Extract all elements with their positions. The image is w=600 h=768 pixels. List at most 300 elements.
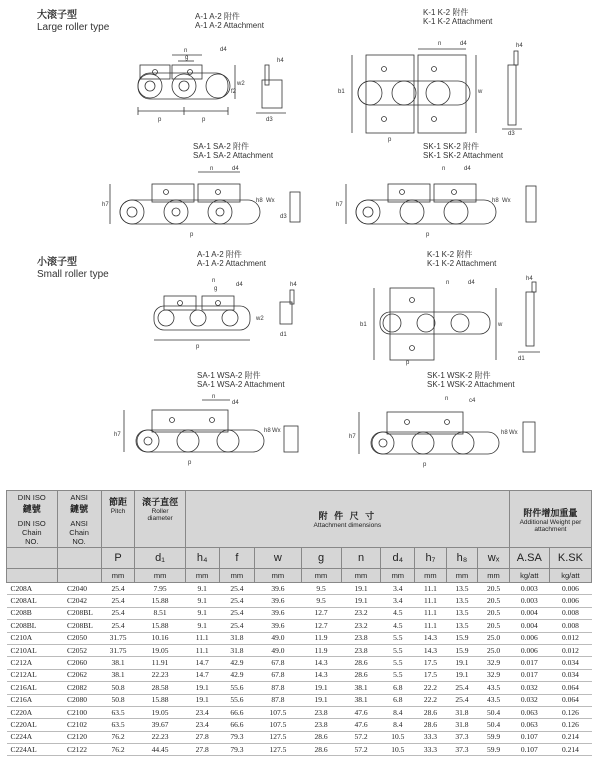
table-cell: 0.004 <box>509 607 549 619</box>
dim-label-p: p <box>196 344 200 350</box>
table-cell: 15.88 <box>135 620 186 632</box>
table-cell: 7.95 <box>135 583 186 595</box>
table-cell: 23.2 <box>341 620 381 632</box>
table-cell: 107.5 <box>255 719 301 731</box>
table-cell: 42.9 <box>219 669 255 681</box>
table-cell: 0.214 <box>549 731 591 743</box>
table-cell: C224AL <box>7 744 58 756</box>
header-text: ANSI <box>70 492 88 502</box>
table-cell: 63.5 <box>101 719 135 731</box>
table-cell: 5.5 <box>381 632 415 644</box>
header-weight <box>509 491 591 548</box>
table-cell: 19.1 <box>446 669 478 681</box>
dim-label-h7: h7 <box>102 202 109 208</box>
table-cell: 50.4 <box>478 719 510 731</box>
caption-line: K-1 K-2 Attachment <box>427 259 497 268</box>
caption-line: SA-1 SA-2 附件 <box>193 142 250 151</box>
table-cell: 47.6 <box>341 706 381 718</box>
dim-label-n: n <box>438 41 442 47</box>
unit-cell: mm <box>381 569 415 583</box>
symbol-cell: h₄ <box>185 548 219 569</box>
caption-line: K-1 K-2 Attachment <box>423 17 493 26</box>
table-row <box>7 583 592 595</box>
symbol-cell: wₓ <box>478 548 510 569</box>
header-text: diameter <box>147 515 173 522</box>
header-roller <box>135 491 186 548</box>
unit-cell: mm <box>341 569 381 583</box>
table-row <box>7 694 592 706</box>
table-cell: 22.23 <box>135 731 186 743</box>
table-row <box>7 669 592 681</box>
table-cell: 23.8 <box>301 706 341 718</box>
table-cell: 11.1 <box>415 595 447 607</box>
caption-k1-small <box>427 250 496 268</box>
table-cell: C220AL <box>7 719 58 731</box>
table-row <box>7 595 592 607</box>
table-cell: C2060 <box>57 657 101 669</box>
header-text: Attachment dimensions <box>313 522 382 529</box>
table-cell: 23.8 <box>341 644 381 656</box>
table-cell: 13.5 <box>446 620 478 632</box>
table-cell: 39.67 <box>135 719 186 731</box>
table-cell: 0.003 <box>509 583 549 595</box>
table-cell: 25.4 <box>101 620 135 632</box>
table-cell: 38.1 <box>341 682 381 694</box>
header-text: ANSI <box>70 518 88 528</box>
dim-label-w2: w2 <box>237 81 245 87</box>
header-text: 鏈號 <box>70 503 89 514</box>
table-cell: 0.006 <box>509 644 549 656</box>
table-cell: 19.1 <box>185 682 219 694</box>
table-cell: 47.6 <box>341 719 381 731</box>
table-cell: 15.9 <box>446 632 478 644</box>
dim-label-n: n <box>212 278 216 284</box>
table-cell: 25.4 <box>101 607 135 619</box>
table-cell: 14.3 <box>301 657 341 669</box>
table-cell: 28.6 <box>341 669 381 681</box>
dim-label-h8: h8 <box>256 198 263 204</box>
table-cell: 9.1 <box>185 583 219 595</box>
dim-label-d4: d4 <box>232 400 239 406</box>
table-cell: 76.2 <box>101 731 135 743</box>
header-text: Pitch <box>110 508 126 515</box>
caption-line: SK-1 WSK-2 附件 <box>427 371 491 380</box>
header-text: 滚子直徑 <box>142 497 179 507</box>
dim-label-wx: Wx <box>272 428 281 434</box>
table-cell: C208BL <box>7 620 58 632</box>
symbol-row <box>7 548 592 569</box>
table-cell: 19.05 <box>135 706 186 718</box>
table-cell: 31.75 <box>101 632 135 644</box>
table-cell: 9.5 <box>301 583 341 595</box>
table-row <box>7 620 592 632</box>
table-cell: 0.034 <box>549 669 591 681</box>
table-cell: C2040 <box>57 583 101 595</box>
dim-label-d4: d4 <box>220 47 227 53</box>
symbol-cell: n <box>341 548 381 569</box>
table-cell: 37.3 <box>446 744 478 756</box>
table-cell: 15.88 <box>135 595 186 607</box>
table-cell: 0.064 <box>549 682 591 694</box>
table-cell: 0.064 <box>549 694 591 706</box>
caption-line: SK-1 WSK-2 Attachment <box>427 380 515 389</box>
header-text: 節距 <box>109 497 128 507</box>
dim-label-d1: d1 <box>518 356 525 362</box>
table-cell: C2102 <box>57 719 101 731</box>
dim-label-h7: h7 <box>336 202 343 208</box>
table-cell: 5.5 <box>381 657 415 669</box>
unit-cell: mm <box>219 569 255 583</box>
table-cell: 9.1 <box>185 607 219 619</box>
table-cell: 38.1 <box>341 694 381 706</box>
caption-sa1 <box>193 142 273 160</box>
table-cell: 19.1 <box>341 595 381 607</box>
table-cell: 38.1 <box>101 669 135 681</box>
table-cell: 31.8 <box>446 706 478 718</box>
dim-label-d3: d3 <box>266 117 273 123</box>
caption-a1-large <box>195 12 264 30</box>
table-row <box>7 632 592 644</box>
table-cell: 63.5 <box>101 706 135 718</box>
table-cell: 0.006 <box>549 583 591 595</box>
dim-label-d4: d4 <box>464 166 471 172</box>
table-cell: 25.4 <box>446 694 478 706</box>
dim-label-p: p <box>426 232 430 238</box>
dim-label-n: n <box>210 166 214 172</box>
table-row <box>7 682 592 694</box>
header-text: DIN ISO <box>17 492 46 502</box>
table-cell: 39.6 <box>255 620 301 632</box>
table-cell: 0.012 <box>549 632 591 644</box>
table-cell: 27.8 <box>185 744 219 756</box>
table-cell: 10.16 <box>135 632 186 644</box>
symbol-cell: w <box>255 548 301 569</box>
table-cell: 0.032 <box>509 682 549 694</box>
unit-cell: kg/att <box>509 569 549 583</box>
unit-cell: mm <box>135 569 186 583</box>
table-cell: 66.6 <box>219 706 255 718</box>
table-cell: 33.3 <box>415 744 447 756</box>
symbol-cell: A.SA <box>509 548 549 569</box>
header-text: NO. <box>72 536 86 546</box>
spec-table <box>6 490 592 756</box>
section-title-small-cn: 小滚子型 <box>37 257 77 268</box>
table-cell: 14.7 <box>185 669 219 681</box>
table-cell: 12.7 <box>301 620 341 632</box>
table-cell: 20.5 <box>478 607 510 619</box>
table-cell: 0.126 <box>549 719 591 731</box>
dim-label-h4: h4 <box>277 58 284 64</box>
table-cell: 9.1 <box>185 595 219 607</box>
table-cell: 57.2 <box>341 744 381 756</box>
table-cell: 79.3 <box>219 731 255 743</box>
table-cell: 11.1 <box>185 632 219 644</box>
table-cell: 23.4 <box>185 719 219 731</box>
table-cell: 9.5 <box>301 595 341 607</box>
header-text: DIN ISO <box>17 518 46 528</box>
unit-cell: mm <box>255 569 301 583</box>
caption-line: SA-1 WSA-2 Attachment <box>197 380 285 389</box>
table-cell: 23.2 <box>341 607 381 619</box>
table-cell: 20.5 <box>478 620 510 632</box>
section-title-small <box>37 257 109 281</box>
caption-wsa <box>197 371 285 389</box>
table-cell: 20.5 <box>478 583 510 595</box>
header-din <box>7 491 58 548</box>
table-cell: 11.91 <box>135 657 186 669</box>
header-text: Chain <box>21 527 42 537</box>
table-cell: 76.2 <box>101 744 135 756</box>
table-cell: 57.2 <box>341 731 381 743</box>
table-row <box>7 744 592 756</box>
table-cell: C216A <box>7 694 58 706</box>
table-cell: 11.1 <box>415 620 447 632</box>
table-cell: C208A <box>7 583 58 595</box>
table-cell: 14.3 <box>415 644 447 656</box>
table-cell: 10.5 <box>381 744 415 756</box>
section-title-large-cn: 大滚子型 <box>37 10 77 21</box>
table-cell: 39.6 <box>255 583 301 595</box>
table-cell: C2080 <box>57 694 101 706</box>
dim-label-n: n <box>445 396 449 402</box>
symbol-cell-empty <box>7 548 58 569</box>
dim-label-p: p <box>388 137 392 143</box>
caption-line: K-1 K-2 附件 <box>423 8 469 17</box>
table-cell: 67.8 <box>255 657 301 669</box>
symbol-cell: f <box>219 548 255 569</box>
table-cell: C2052 <box>57 644 101 656</box>
spec-table-body <box>7 583 592 756</box>
table-cell: 17.5 <box>415 669 447 681</box>
table-cell: 23.8 <box>341 632 381 644</box>
table-row <box>7 719 592 731</box>
table-cell: 8.51 <box>135 607 186 619</box>
table-cell: 14.7 <box>185 657 219 669</box>
table-cell: 22.2 <box>415 694 447 706</box>
table-cell: C212A <box>7 657 58 669</box>
dim-label-n: n <box>442 166 446 172</box>
table-cell: 31.8 <box>219 644 255 656</box>
table-cell: 11.1 <box>185 644 219 656</box>
dim-label-n: n <box>184 48 188 54</box>
dim-label-p: p <box>188 460 192 466</box>
table-cell: 11.9 <box>301 644 341 656</box>
table-cell: C210A <box>7 632 58 644</box>
table-cell: C224A <box>7 731 58 743</box>
table-cell: 28.6 <box>301 731 341 743</box>
dim-label-h4: h4 <box>516 43 523 49</box>
table-cell: 25.4 <box>219 607 255 619</box>
header-pitch <box>101 491 135 548</box>
symbol-cell-empty <box>57 548 101 569</box>
table-cell: 25.4 <box>446 682 478 694</box>
table-cell: 42.9 <box>219 657 255 669</box>
unit-cell-empty <box>7 569 58 583</box>
dim-label-d1: d1 <box>280 332 287 338</box>
header-text: Additional Weight per attachment <box>519 518 582 533</box>
table-cell: 17.5 <box>415 657 447 669</box>
table-cell: 38.1 <box>101 657 135 669</box>
dim-label-d4: d4 <box>236 282 243 288</box>
table-cell: 28.58 <box>135 682 186 694</box>
table-cell: 32.9 <box>478 669 510 681</box>
table-cell: 31.8 <box>446 719 478 731</box>
table-cell: 25.4 <box>101 595 135 607</box>
table-cell: C216AL <box>7 682 58 694</box>
table-cell: 0.063 <box>509 706 549 718</box>
dim-label-wx: Wx <box>266 198 275 204</box>
table-cell: 79.3 <box>219 744 255 756</box>
dim-label-d3: d3 <box>508 131 515 137</box>
table-cell: 8.4 <box>381 706 415 718</box>
table-cell: 25.4 <box>219 583 255 595</box>
table-cell: 49.0 <box>255 632 301 644</box>
table-cell: 33.3 <box>415 731 447 743</box>
table-cell: 25.0 <box>478 632 510 644</box>
dim-label-g: g <box>185 55 189 61</box>
table-cell: 50.8 <box>101 682 135 694</box>
table-cell: 0.004 <box>509 620 549 632</box>
table-cell: 14.3 <box>415 632 447 644</box>
dim-label-p: p <box>190 232 194 238</box>
dim-label-b1: b1 <box>360 322 367 328</box>
table-cell: 19.1 <box>301 694 341 706</box>
header-text: NO. <box>25 536 39 546</box>
table-cell: 4.5 <box>381 607 415 619</box>
table-cell: 20.5 <box>478 595 510 607</box>
table-cell: 5.5 <box>381 644 415 656</box>
table-cell: 0.006 <box>509 632 549 644</box>
table-cell: 0.012 <box>549 644 591 656</box>
caption-line: SA-1 SA-2 Attachment <box>193 151 274 160</box>
caption-line: SK-1 SK-2 附件 <box>423 142 480 151</box>
dim-label-n: n <box>446 280 450 286</box>
caption-line: SK-1 SK-2 Attachment <box>423 151 504 160</box>
header-text: Chain <box>69 527 89 537</box>
table-cell: 28.6 <box>341 657 381 669</box>
symbol-cell: g <box>301 548 341 569</box>
table-cell: 11.1 <box>415 607 447 619</box>
table-cell: 39.6 <box>255 607 301 619</box>
dim-label-h4: h4 <box>290 282 297 288</box>
table-cell: C210AL <box>7 644 58 656</box>
caption-line: A-1 A-2 附件 <box>195 12 240 21</box>
diagram-wsa <box>112 392 312 472</box>
diagram-sk1 <box>330 162 550 242</box>
header-attachment <box>185 491 509 548</box>
table-cell: 12.7 <box>301 607 341 619</box>
table-cell: 50.4 <box>478 706 510 718</box>
table-cell: C2062 <box>57 669 101 681</box>
table-cell: 15.88 <box>135 694 186 706</box>
header-ansi <box>57 491 101 548</box>
dim-label-p: p <box>406 360 410 366</box>
section-title-large <box>37 10 109 34</box>
caption-line: K-1 K-2 附件 <box>427 250 473 259</box>
table-cell: 3.4 <box>381 583 415 595</box>
table-cell: 0.107 <box>509 731 549 743</box>
table-cell: C2042 <box>57 595 101 607</box>
table-cell: 23.4 <box>185 706 219 718</box>
dim-label-g: g <box>214 286 218 292</box>
table-cell: 11.9 <box>301 632 341 644</box>
table-cell: 5.5 <box>381 669 415 681</box>
unit-cell: mm <box>415 569 447 583</box>
table-cell: 6.8 <box>381 694 415 706</box>
table-cell: 19.1 <box>446 657 478 669</box>
table-cell: 39.6 <box>255 595 301 607</box>
table-cell: 23.8 <box>301 719 341 731</box>
dim-label-w2: w2 <box>256 316 264 322</box>
diagram-wsk <box>345 392 550 472</box>
table-cell: 0.008 <box>549 607 591 619</box>
table-cell: C2100 <box>57 706 101 718</box>
table-cell: C2120 <box>57 731 101 743</box>
dim-label-p: p <box>423 462 427 468</box>
table-row <box>7 731 592 743</box>
table-cell: C208BL <box>57 620 101 632</box>
caption-a1-small <box>197 250 266 268</box>
table-row <box>7 644 592 656</box>
caption-line: A-1 A-2 Attachment <box>195 21 264 30</box>
unit-cell: mm <box>478 569 510 583</box>
diagram-sa1 <box>100 162 310 242</box>
table-cell: 50.8 <box>101 694 135 706</box>
unit-cell: mm <box>101 569 135 583</box>
table-cell: 55.6 <box>219 682 255 694</box>
header-text: 附件增加重量 <box>523 507 578 518</box>
dim-label-f2: f2 <box>231 89 237 95</box>
table-cell: 10.5 <box>381 731 415 743</box>
unit-cell: mm <box>301 569 341 583</box>
table-cell: C208AL <box>7 595 58 607</box>
table-cell: C2122 <box>57 744 101 756</box>
header-text: 鏈號 <box>22 503 41 514</box>
diagram-a1-small <box>140 272 310 352</box>
table-cell: 87.8 <box>255 694 301 706</box>
table-cell: 19.05 <box>135 644 186 656</box>
table-cell: 25.4 <box>101 583 135 595</box>
table-cell: 66.6 <box>219 719 255 731</box>
table-cell: C2082 <box>57 682 101 694</box>
table-cell: 0.214 <box>549 744 591 756</box>
caption-line: A-1 A-2 Attachment <box>197 259 266 268</box>
unit-cell: mm <box>185 569 219 583</box>
table-cell: 43.5 <box>478 682 510 694</box>
diagram-k1-large <box>330 35 535 143</box>
diagram-k1-small <box>350 272 550 367</box>
table-cell: 25.0 <box>478 644 510 656</box>
table-cell: 19.1 <box>341 583 381 595</box>
table-cell: 49.0 <box>255 644 301 656</box>
table-cell: 19.1 <box>301 682 341 694</box>
table-cell: 3.4 <box>381 595 415 607</box>
table-cell: 32.9 <box>478 657 510 669</box>
table-cell: 0.063 <box>509 719 549 731</box>
table-cell: C220A <box>7 706 58 718</box>
table-cell: 13.5 <box>446 595 478 607</box>
dim-label-h4: h4 <box>526 276 533 282</box>
dim-label-n: n <box>212 394 216 400</box>
section-title-small-en: Small roller type <box>37 269 109 280</box>
table-cell: 14.3 <box>301 669 341 681</box>
dim-label-p: p <box>202 117 206 123</box>
table-cell: 107.5 <box>255 706 301 718</box>
table-cell: 127.5 <box>255 744 301 756</box>
table-cell: 6.8 <box>381 682 415 694</box>
table-cell: 0.003 <box>509 595 549 607</box>
table-cell: 55.6 <box>219 694 255 706</box>
